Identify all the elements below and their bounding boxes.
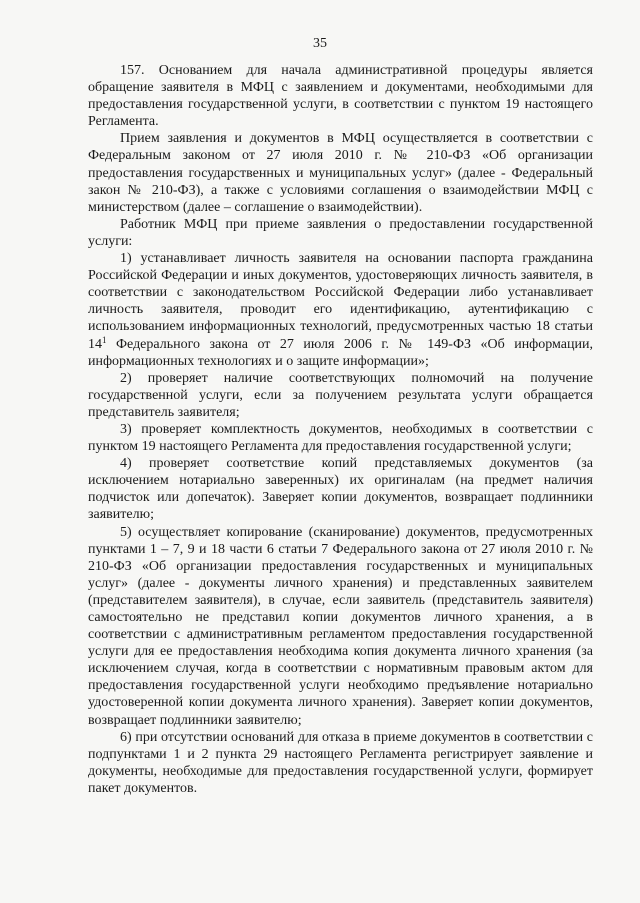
- list-item-3: 3) проверяет комплектность документов, необходимых в соответствии с пунктом 19 настоящего Регламента для предоставления государственной услуги;: [88, 421, 593, 455]
- list-item-6: 6) при отсутствии оснований для отказа в приеме документов в соответствии с подпунктами 1 и 2 пункта 29 настоящего Регламента регистрирует заявление и документы, необходимые для предоставления государственной услуги, формирует пакет документов.: [88, 729, 593, 796]
- paragraph-157: 157. Основанием для начала административной процедуры является обращение заявителя в МФЦ с заявлением и документами, необходимыми для предоставления государственной услуги, в соответствии с пунктом 19 настоящего Регламента.: [88, 63, 593, 130]
- list-item-5: 5) осуществляет копирование (сканирование) документов, предусмотренных пунктами 1 – 7, 9 и 18 части 6 статьи 7 Федерального закона от 27 июля 2010 г. № 210-ФЗ «Об организации предоставления государственных и муниципальных услуг» (далее - документы личного хранения) и представленных заявителем (представителем заявителя), в случае, если заявитель (представитель заявителя) самостоятельно не представил копии документов личного хранения, а в соответствии с административным регламентом предоставления государственной услуги для ее предоставления необходима копия документа личного хранения (за исключением случая, когда в соответствии с нормативным правовым актом для предоставления государственной услуги необходимо предъявление нотариально удостоверенной копии документа личного хранения). Заверяет копии документов, возвращает подлинники заявителю;: [88, 524, 593, 728]
- list-item-1-text: 1) устанавливает личность заявителя на основании паспорта гражданина Российской Федерации и иных документов, удостоверяющих личность заявителя, в соответствии с законодательством Российской Федерации либо устанавливает личность заявителя, проводит его идентификацию, аутентификацию с использованием информационных технологий, предусмотренных частью 18 статьи 14: [88, 251, 593, 352]
- paragraph-reception: Прием заявления и документов в МФЦ осуществляется в соответствии с Федеральным законом от 27 июля 2010 г. № 210-ФЗ «Об организации предоставления государственных и муниципальных услуг» (далее - Федеральный закон № 210-ФЗ), а также с условиями соглашения о взаимодействии МФЦ с министерством (далее – соглашение о взаимодействии).: [88, 131, 593, 215]
- paragraph-worker-duties: Работник МФЦ при приеме заявления о предоставлении государственной услуги:: [88, 216, 593, 249]
- list-item-2: 2) проверяет наличие соответствующих полномочий на получение государственной услуги, если за получением результата услуги обращается представитель заявителя;: [88, 370, 593, 420]
- page-number: 35: [313, 36, 327, 51]
- list-item-4: 4) проверяет соответствие копий представляемых документов (за исключением нотариально заверенных) их оригиналам (на предмет наличия подчисток или допечаток). Заверяет копии документов, возвращает подлинники заявителю;: [88, 456, 593, 523]
- document-body: [88, 62, 593, 797]
- list-item-1: [88, 250, 593, 370]
- superscript-marker: 1: [102, 334, 107, 345]
- list-item-1-text-continued: Федерального закона от 27 июля 2006 г. № 149-ФЗ «Об информации, информационных технологиях и о защите информации»;: [88, 336, 593, 369]
